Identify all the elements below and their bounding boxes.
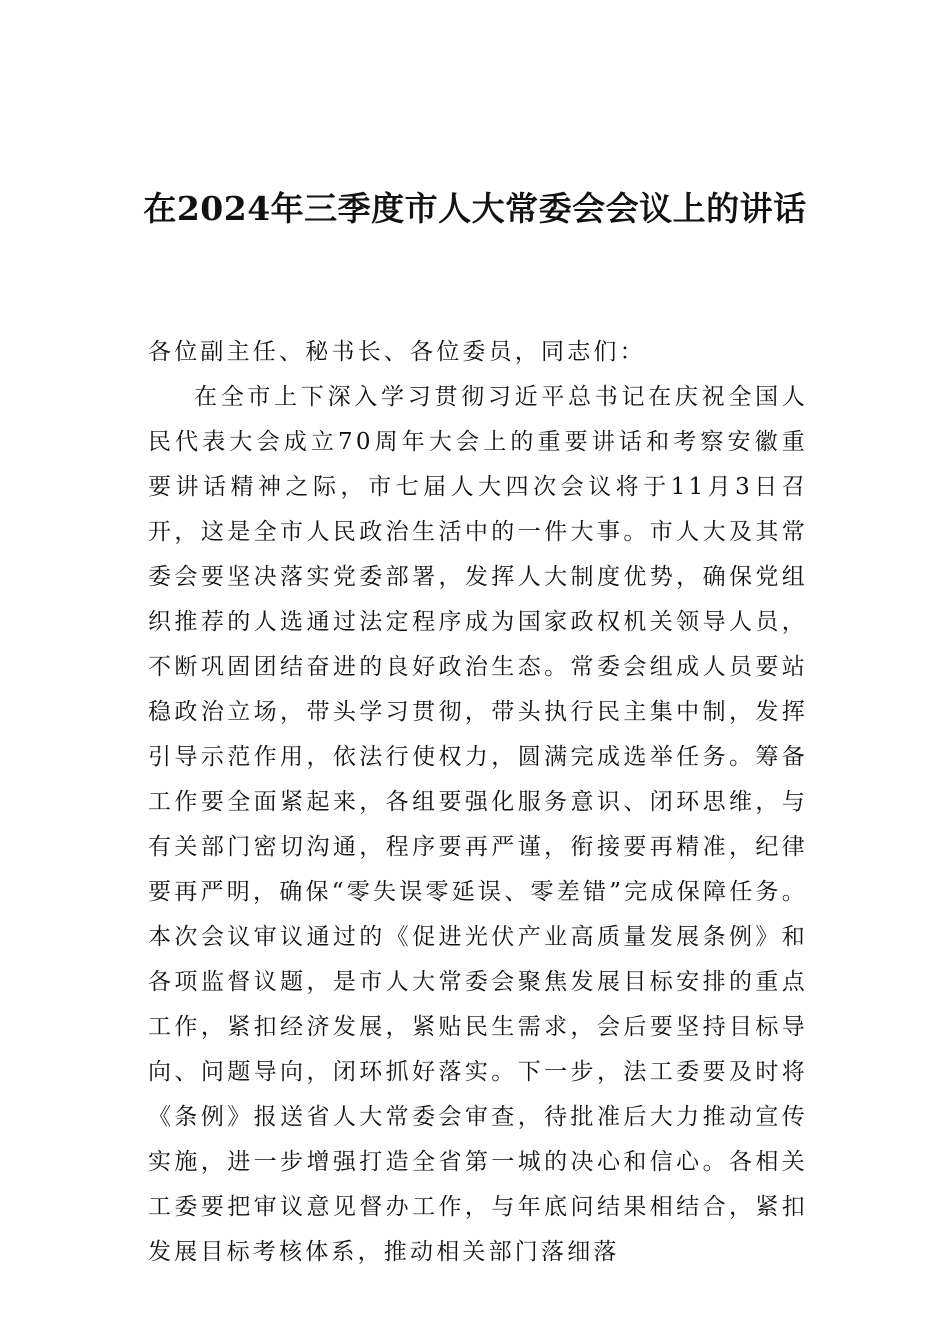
body-paragraph: 在全市上下深入学习贯彻习近平总书记在庆祝全国人民代表大会成立70周年大会上的重要讲话和考察安徽重要讲话精神之际，市七届人大四次会议将于11月3日召开，这是全市人民政治生活中的一件大事。市人大及其常委会要坚决落实党委部署，发挥人大制度优势，确保党组织推荐的人选通过法定程序成为国家政权机关领导人员，不断巩固团结奋进的良好政治生态。常委会组成人员要站稳政治立场，带头学习贯彻，带头执行民主集中制，发挥引导示范作用，依法行使权力，圆满完成选举任务。筹备工作要全面紧起来，各组要强化服务意识、闭环思维，与有关部门密切沟通，程序要再严谨，衔接要再精准，纪律要再严明，确保“零失误零延误、零差错”完成保障任务。本次会议审议通过的《促进光伏产业高质量发展条例》和各项监督议题，是市人大常委会聚焦发展目标安排的重点工作，紧扣经济发展，紧贴民生需求，会后要坚持目标导向、问题导向，闭环抓好落实。下一步，法工委要及时将《条例》报送省人大常委会审查，待批准后大力推动宣传实施，进一步增强打造全省第一城的决心和信心。各相关工委要把审议意见督办工作，与年底问结果相结合，紧扣发展目标考核体系，推动相关部门落细落 [148,384,808,1265]
document-title: 在2024年三季度市人大常委会会议上的讲话 [143,189,807,229]
document-body [148,330,808,1275]
salutation: 各位副主任、秘书长、各位委员，同志们： [148,339,646,365]
